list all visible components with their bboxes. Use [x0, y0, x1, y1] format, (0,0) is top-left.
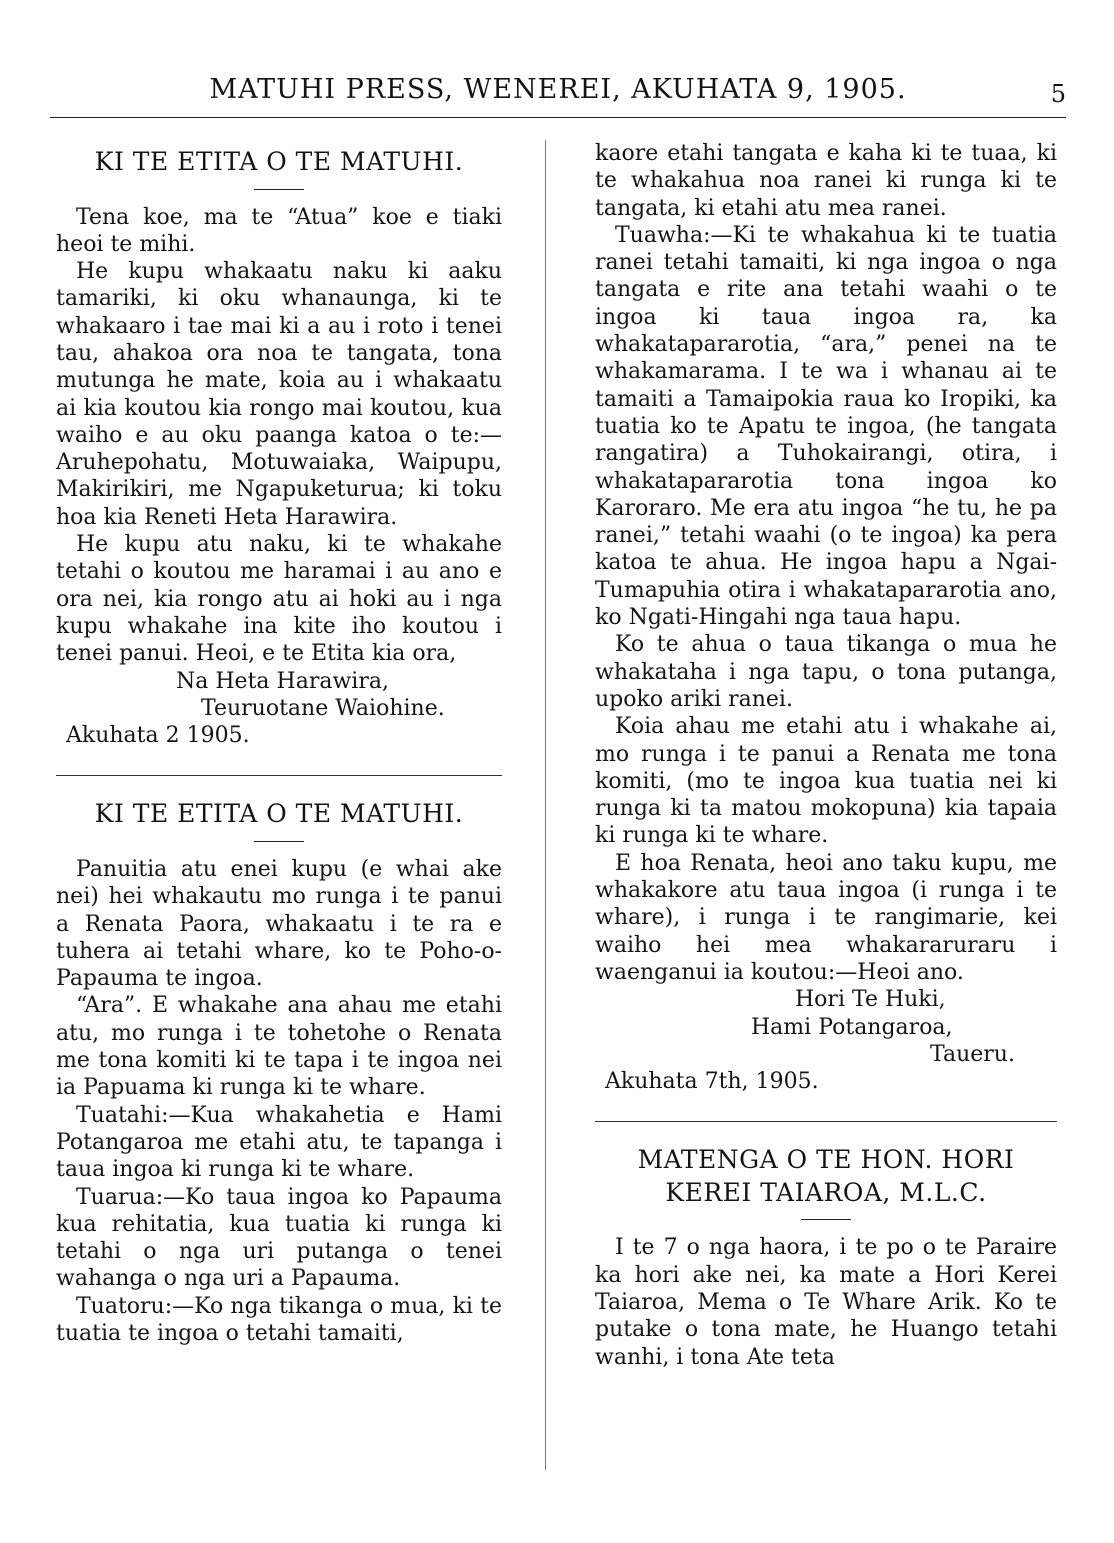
paragraph: Tuatoru:—Ko nga tikanga o mua, ki te tuatia te ingoa o tetahi tamaiti, [56, 1293, 502, 1346]
letter-continuation [595, 140, 1057, 1095]
letter-to-editor-1 [56, 146, 502, 749]
paragraph: “Ara”. E whakahe ana ahau me etahi atu, mo runga i te tohetohe o Renata me tona komiti ki te tapa i te ingoa nei ia Papuama ki runga ki te whare. [56, 993, 502, 1101]
paragraph: Ko te ahua o taua tikanga o mua he whakataha i nga tapu, o tona putanga, upoko ariki ranei. [595, 632, 1057, 712]
dateline: Akuhata 2 1905. [66, 723, 250, 749]
right-column [595, 140, 1057, 1371]
article-title-line: MATENGA O TE HON. HORI [637, 1145, 1015, 1175]
dateline: Akuhata 7th, 1905. [605, 1069, 819, 1095]
paragraph: He kupu whakaatu naku ki aaku tamariki, ki oku whanaunga, ki te whakaaro i tae mai ki a au i roto i tenei tau, ahakoa ora noa te tangata, tona mutunga he mate, koia au i whakaatu ai kia koutou kia rongo mai koutou, kua waiho e au oku paanga katoa o te:—Aruhepohatu, Motuwaiaka, Waipupu, Makirikiri, me Ngapuketurua; ki toku hoa kia Reneti Heta Harawira. [56, 259, 502, 530]
section-rule [56, 775, 502, 776]
paragraph: Tuatahi:—Kua whakahetia e Hami Potangaroa me etahi atu, te tapanga i taua ingoa ki runga ki te whare. [56, 1102, 502, 1183]
letter-to-editor-2 [56, 798, 502, 1347]
title-divider [254, 189, 304, 190]
masthead-title: MATUHI PRESS, WENEREI, AKUHATA 9, 1905. [209, 74, 907, 105]
title-divider [801, 1219, 851, 1220]
masthead-rule [50, 117, 1066, 118]
article-title: KI TE ETITA O TE MATUHI. [94, 147, 464, 176]
paragraph: kaore etahi tangata e kaha ki te tuaa, ki te whakahua noa ranei ki runga ki te tangata, ki etahi atu mea ranei. [595, 141, 1057, 221]
paragraph: Panuitia atu enei kupu (e whai ake nei) hei whakautu mo runga i te panui a Renata Paora, whakaatu i te ra e tuhera ai tetahi whare, ko te Poho-o-Papauma te ingoa. [56, 856, 502, 992]
paragraph: Koia ahau me etahi atu i whakahe ai, mo runga i te panui a Renata me tona komiti, (mo te ingoa kua tuatia nei ki runga ki ta matou mokopuna) kia tapaia ki runga ki te whare. [595, 714, 1057, 849]
column-divider [545, 140, 546, 1470]
signature-line: Na Heta Harawira, [176, 668, 389, 694]
left-column [56, 140, 502, 1347]
signature-line: Teuruotane Waiohine. [201, 695, 445, 721]
paragraph: I te 7 o nga haora, i te po o te Paraire ka hori ake nei, ka mate a Hori Kerei Taiaroa, Mema o Te Whare Arik. Ko te putake o tona mate, he Huango tetahi wanhi, i tona Ate teta [595, 1235, 1057, 1370]
article-title [595, 1144, 1057, 1209]
section-rule [595, 1121, 1057, 1122]
title-divider [254, 841, 304, 842]
page-number: 5 [1050, 80, 1066, 108]
masthead [50, 74, 1066, 118]
signature-line: Hami Potangaroa, [751, 1014, 953, 1040]
article-title-line: KEREI TAIAROA, M.L.C. [665, 1177, 987, 1207]
paragraph: He kupu atu naku, ki te whakahe tetahi o koutou me haramai i au ano e ora nei, kia rongo atu ai hoki au i nga kupu whakahe ina kite iho koutou i tenei panui. Heoi, e te Etita kia ora, [56, 532, 502, 667]
signature-line: Hori Te Huki, [795, 987, 946, 1013]
paragraph: Tena koe, ma te “Atua” koe e tiaki heoi te mihi. [56, 204, 502, 257]
obituary-article [595, 1144, 1057, 1370]
signature-line: Taueru. [930, 1041, 1015, 1067]
article-title: KI TE ETITA O TE MATUHI. [94, 799, 464, 829]
paragraph: Tuawha:—Ki te whakahua ki te tuatia ranei tetahi tamaiti, ki nga ingoa o nga tangata e rite ana tetahi waahi o te ingoa ki taua ingoa ra, ka whakatapararotia, “ara,” penei na te whakamarama. I te wa i whanau ai te tamaiti a Tamaipokia raua ko Iropiki, ka tuatia ko te Apatu te ingoa, (he tangata rangatira) a Tuhokairangi, otira, i whakatapararotia tona ingoa ko Karoraro. Me era atu ingoa “he tu, he pa ranei,” tetahi waahi (o te ingoa) ka pera katoa te ahua. He ingoa hapu a Ngai-Tumapuhia otira i whakatapararotia ano, ko Ngati-Hingahi nga taua hapu. [595, 222, 1057, 631]
paragraph: E hoa Renata, heoi ano taku kupu, me whakakore atu taua ingoa (i runga i te whare), i runga i te rangimarie, kei waiho hei mea whakararuraru i waenganui ia koutou:—Heoi ano. [595, 850, 1057, 985]
paragraph: Tuarua:—Ko taua ingoa ko Papauma kua rehitatia, kua tuatia ki runga ki tetahi o nga uri putanga o tenei wahanga o nga uri a Papauma. [56, 1184, 502, 1292]
